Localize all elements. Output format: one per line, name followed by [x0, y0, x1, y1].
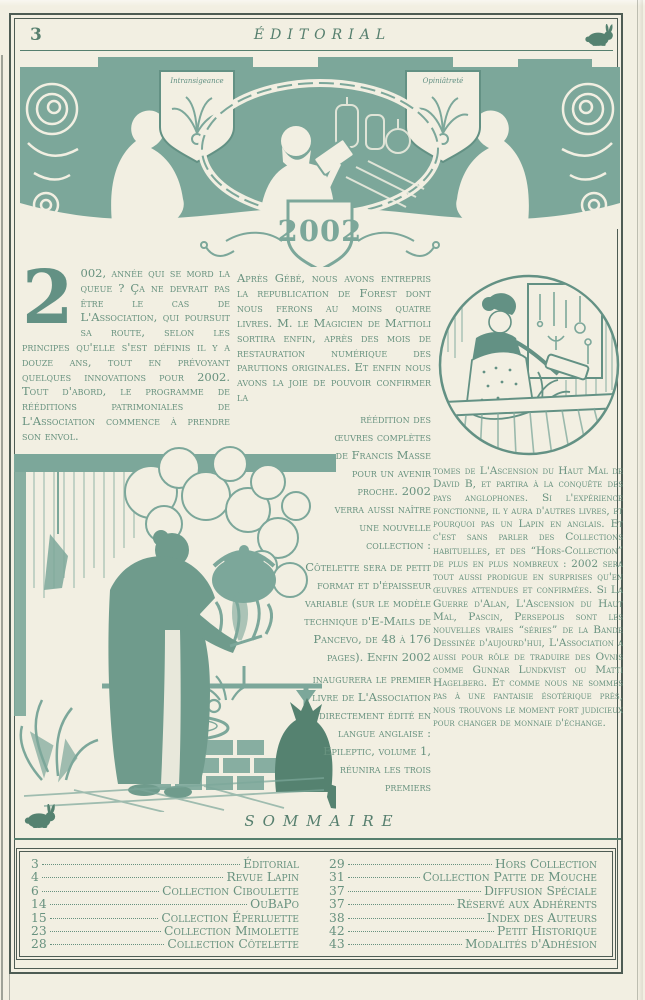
dot-leader	[42, 877, 224, 878]
toc-label: Diffusion Spéciale	[484, 883, 597, 898]
toc-page-number: 15	[31, 910, 47, 925]
toc-row	[329, 871, 597, 884]
scan-right-edge	[637, 0, 643, 1000]
dot-leader	[348, 891, 481, 892]
toc-row	[31, 898, 299, 911]
dot-leader	[50, 904, 247, 905]
dot-leader	[348, 918, 484, 919]
masthead-illustration	[20, 57, 620, 267]
toc-right-column	[329, 858, 597, 952]
article-col2-narrow-3: inaugurera le premier livre de L'Association directement édité en langue anglaise : Epileptic, volume 1, réunira les trois premiers	[312, 672, 431, 795]
article-col1-text: 002, année qui se mord la queue ? Ça ne devrait pas être le cas de L'Association, qui poursuit sa route, selon les principes qu'elle s'est définis il y a douze ans, tout en prévoyant quelques innovations pour 2002. Tout d'abord, le programme de rééditions patrimoniales de L'Association commence à prendre son envol.	[22, 266, 230, 443]
toc-left-column	[31, 858, 299, 952]
toc-label: Réservé aux Adhérents	[456, 897, 597, 912]
toc-page-number: 43	[329, 937, 345, 952]
toc-page-number: 42	[329, 924, 345, 939]
toc-label: Collection Côtelette	[167, 937, 299, 952]
toc-label: OuBaPo	[250, 897, 299, 912]
toc-page-number: 31	[329, 870, 345, 885]
toc-label: Collection Mimolette	[164, 924, 299, 939]
toc-page-number: 37	[329, 883, 345, 898]
dot-leader	[348, 877, 420, 878]
toc-page-number: 14	[31, 897, 47, 912]
toc-page-number: 28	[31, 937, 47, 952]
toc-label: Petit Historique	[496, 924, 597, 939]
year-crest-label: 2002	[277, 214, 363, 248]
sommaire-title: SOMMAIRE	[244, 812, 401, 830]
dot-leader	[348, 931, 494, 932]
article-col2-intro: Après Gébé, nous avons entrepris la republication de Forest dont nous ferons au moins quatre livres. M. le Magicien de Mattioli sortira enfin, après des mois de restauration numérique des parutions originales. Et enfin nous avons la joie de pouvoir confirmer la	[237, 271, 431, 405]
toc-row	[31, 925, 299, 938]
toc-row	[329, 925, 597, 938]
article-col2-narrow-1: réédition des œuvres complètes de Francis Masse pour un avenir proche. 2002 verra aussi naître une nouvelle collection :	[334, 412, 431, 553]
dot-leader	[42, 864, 240, 865]
toc-label: Index des Auteurs	[486, 910, 597, 925]
article-column-1	[22, 255, 230, 444]
article-col2-narrow-2: Côtelette sera de petit format et d'épaisseur variable (sur le modèle technique d'E-Mails de Pancevo, de 48 à 176 pages). Enfin 2002	[304, 560, 431, 665]
toc-page-number: 4	[31, 870, 39, 885]
toc-page-number: 29	[329, 857, 345, 871]
dot-leader	[42, 891, 159, 892]
dot-leader	[348, 904, 454, 905]
page-title: ÉDITORIAL	[253, 27, 392, 43]
toc-row	[31, 858, 299, 871]
plants	[21, 700, 98, 780]
dot-leader	[348, 864, 492, 865]
article-column-3: tomes de L'Ascension du Haut Mal de David B, et partira à la conquête des pays anglophones. Si l'expérience fonctionne, il y aura d'autres livres, et pourquoi pas un Lapin en anglais. Et c'est sans parler des Collections habituelles, et des “Hors-Collection” de plus en plus nombreux : 2002 sera tout aussi prodigue en surprises qu'en œuvres attendues et confirmées. Si La Guerre d'Alan, L'Ascension du Haut Mal, Pascin, Persepolis sont les nouvelles vraies “séries” de la Bande Dessinée d'aujourd'hui, L'Association a aussi pour rôle de traduire des Ovnis comme Gunnar Lundkvist ou Matti Hagelberg. Et comme nous ne sommes pas à une fantaisie ésotérique près, nous trouvons le moment fort judicieux pour changer de monnaie d'échange.	[433, 465, 623, 729]
toc-page-number: 38	[329, 910, 345, 925]
toc-page-number: 3	[31, 857, 39, 871]
header-rule	[20, 50, 613, 51]
toc-page-number: 6	[31, 883, 39, 898]
toc-page-number: 37	[329, 897, 345, 912]
article-column-2	[237, 271, 431, 796]
dot-leader	[348, 944, 462, 945]
page-number: 3	[30, 25, 42, 45]
dot-leader	[50, 931, 161, 932]
toc-row	[31, 885, 299, 898]
right-shield-label: Opiniâtreté	[422, 77, 464, 85]
toc-label: Éditorial	[243, 857, 299, 871]
dot-leader	[50, 918, 159, 919]
toc-label: Hors Collection	[495, 857, 597, 871]
dropcap: 2	[22, 255, 74, 341]
rabbit-icon	[583, 24, 617, 47]
toc-row	[329, 938, 597, 951]
housework-medallion-illustration	[436, 272, 622, 458]
table-of-contents	[16, 848, 616, 960]
toc-row	[329, 898, 597, 911]
toc-label: Modalités d'Adhésion	[465, 937, 597, 952]
toc-row	[31, 871, 299, 884]
toc-row	[31, 912, 299, 925]
toc-row	[329, 885, 597, 898]
toc-label: Collection Éperluette	[161, 910, 299, 925]
toc-row	[329, 858, 597, 871]
toc-page-number: 23	[31, 924, 47, 939]
toc-label: Collection Patte de Mouche	[422, 870, 597, 885]
dot-leader	[50, 944, 165, 945]
toc-row	[31, 938, 299, 951]
toc-row	[329, 912, 597, 925]
scan-top-edge	[0, 0, 645, 6]
toc-label: Collection Ciboulette	[162, 883, 299, 898]
left-shield-label: Intransigeance	[170, 77, 224, 85]
sommaire-rule	[14, 838, 621, 840]
toc-label: Revue Lapin	[226, 870, 299, 885]
